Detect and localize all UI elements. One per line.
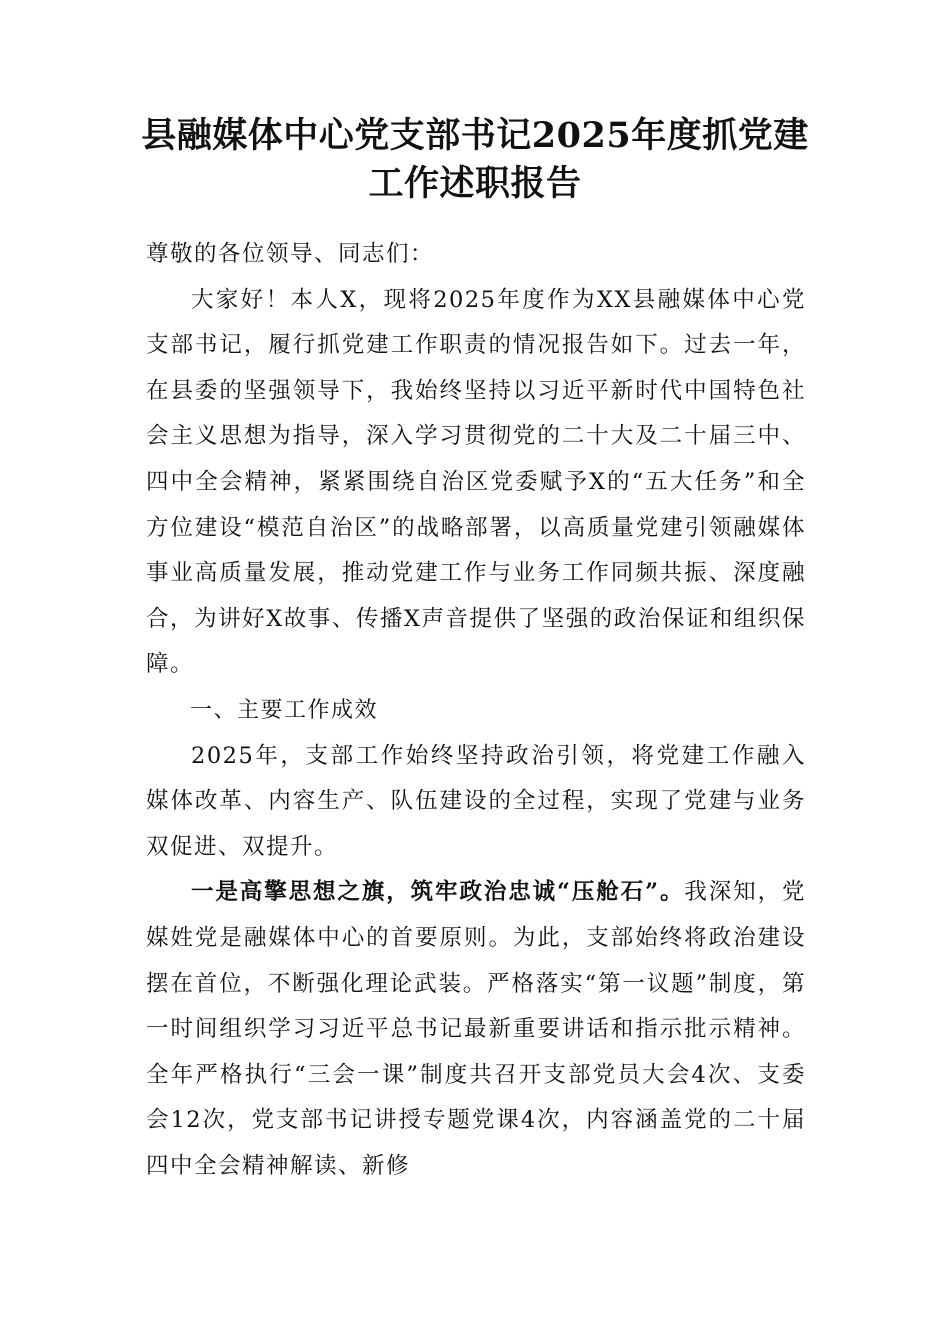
- salutation: 尊敬的各位领导、同志们：: [146, 241, 435, 267]
- intro-paragraph: 大家好！本人X，现将2025年度作为XX县融媒体中心党支部书记，履行抓党建工作职责的情况报告如下。过去一年，在县委的坚强领导下，我始终坚持以习近平新时代中国特色社会主义思想为指导，深入学习贯彻党的二十大及二十届三中、四中全会精神，紧紧围绕自治区党委赋予X的“五大任务”和全方位建设“模范自治区”的战略部署，以高质量党建引领融媒体事业高质量发展，推动党建工作与业务工作同频共振、深度融合，为讲好X故事、传播X声音提供了坚强的政治保证和组织保障。: [146, 286, 806, 678]
- point-paragraph: [146, 870, 806, 1189]
- section-heading: 一、主要工作成效: [190, 697, 379, 723]
- point-lead: 一是高擎思想之旗，筑牢政治忠诚“压舱石”。: [191, 879, 685, 906]
- document-title: [120, 112, 830, 208]
- section-paragraph: 2025年，支部工作始终坚持政治引领，将党建工作融入媒体改革、内容生产、队伍建设的全过程，实现了党建与业务双促进、双提升。: [146, 742, 806, 860]
- document-body: [146, 232, 806, 1189]
- point-text: 我深知，党媒姓党是融媒体中心的首要原则。为此，支部始终将政治建设摆在首位，不断强化理论武装。严格落实“第一议题”制度，第一时间组织学习习近平总书记最新重要讲话和指示批示精神。全年严格执行“三会一课”制度共召开支部党员大会4次、支委会12次，党支部书记讲授专题党课4次，内容涵盖党的二十届四中全会精神解读、新修: [146, 879, 806, 1179]
- title-line-1: 县融媒体中心党支部书记2025年度抓党建: [141, 115, 809, 156]
- title-line-2: 工作述职报告: [368, 163, 582, 204]
